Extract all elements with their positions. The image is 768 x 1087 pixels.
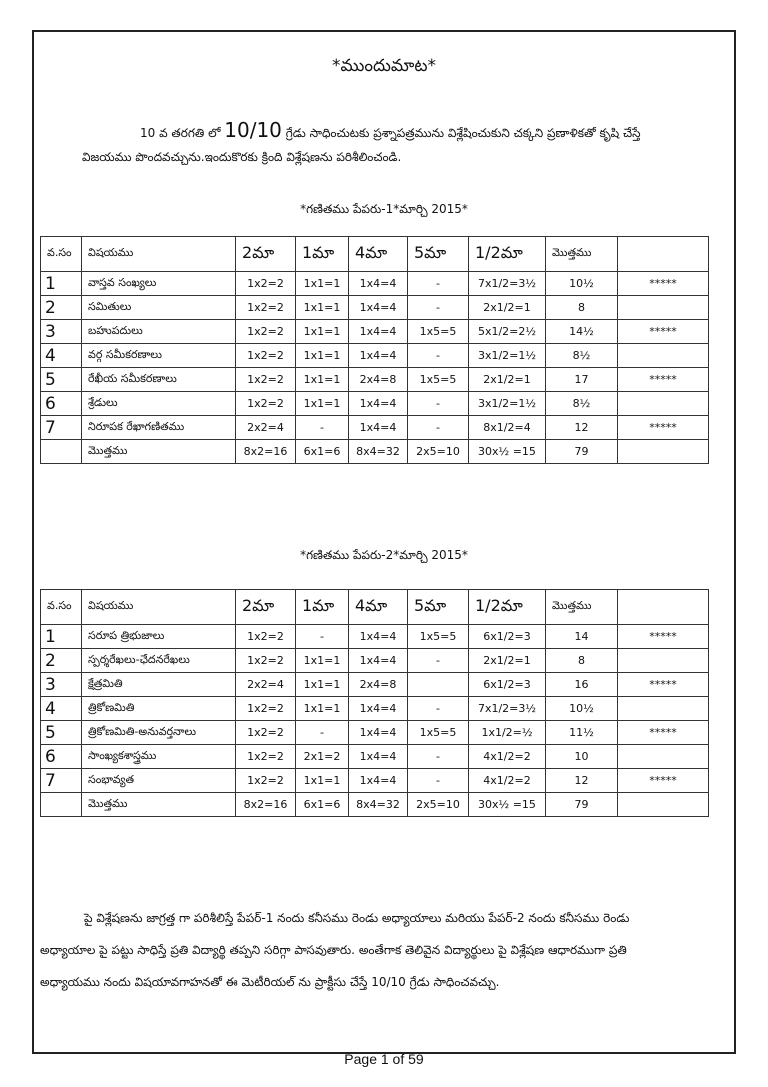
table-cell: 1x4=4 — [349, 320, 408, 344]
table-cell: 8x4=32 — [349, 440, 408, 464]
table-cell: సమితులు — [82, 296, 236, 320]
conclusion-line: పై విశ్లేషణను జాగ్రత్త గా పరిశీలిస్తే పేపర్-1 నందు కనీసము రెండు అధ్యాయాలు మరియు పేపర్-2 నందు కనీసము రెండు — [84, 911, 630, 925]
table-total-row — [41, 440, 709, 464]
table-cell: 1x1=1 — [296, 368, 349, 392]
table-cell: 6 — [41, 745, 82, 769]
table-row — [41, 392, 709, 416]
table-cell: 5 — [41, 721, 82, 745]
table-cell: విషయము — [82, 590, 236, 625]
table-cell: 1x2=2 — [236, 320, 296, 344]
table-cell: - — [296, 625, 349, 649]
table-row — [41, 368, 709, 392]
table-total-row — [41, 793, 709, 817]
table-cell: - — [408, 392, 469, 416]
table-cell: 8 — [546, 296, 618, 320]
table-cell: - — [408, 769, 469, 793]
table-cell: 10½ — [546, 697, 618, 721]
table-cell: 10½ — [546, 272, 618, 296]
table-row — [41, 416, 709, 440]
table-cell: 6x1=6 — [296, 440, 349, 464]
table-cell: 2x5=10 — [408, 440, 469, 464]
table-cell: 2x1=2 — [296, 745, 349, 769]
table-cell: 3 — [41, 320, 82, 344]
table-row — [41, 721, 709, 745]
table-cell: 6x1/2=3 — [469, 673, 546, 697]
paper1-subtitle: *గణితము పేపరు-1*మార్చి 2015* — [300, 202, 468, 216]
table-cell: 1x4=4 — [349, 769, 408, 793]
table-cell: 1x4=4 — [349, 272, 408, 296]
table-cell: ***** — [618, 320, 709, 344]
table-cell: వాస్తవ సంఖ్యలు — [82, 272, 236, 296]
table-cell: 11½ — [546, 721, 618, 745]
table-cell: సాంఖ్యకశాస్త్రము — [82, 745, 236, 769]
intro-line-1 — [140, 118, 641, 143]
page-border — [32, 30, 736, 1054]
table-cell: 1x2=2 — [236, 296, 296, 320]
table-cell: బహుపదులు — [82, 320, 236, 344]
table-cell: 5x1/2=2½ — [469, 320, 546, 344]
table-cell: 1x2=2 — [236, 625, 296, 649]
table-cell: 79 — [546, 440, 618, 464]
table-cell: 1x4=4 — [349, 625, 408, 649]
table-cell: 2x2=4 — [236, 416, 296, 440]
table-cell: ***** — [618, 721, 709, 745]
table-cell: స్పర్శరేఖలు-ఛేదనరేఖలు — [82, 649, 236, 673]
table-cell: 30x½ =15 — [469, 440, 546, 464]
table-cell: 1మా — [296, 590, 349, 625]
table-cell — [618, 296, 709, 320]
table-cell: 1x4=4 — [349, 296, 408, 320]
table-cell: ***** — [618, 416, 709, 440]
table-cell: 5మా — [408, 237, 469, 272]
table-row — [41, 296, 709, 320]
table-cell: 1x4=4 — [349, 392, 408, 416]
table-cell: 1x1=1 — [296, 649, 349, 673]
table-cell: మొత్తము — [546, 237, 618, 272]
table-cell: 4 — [41, 697, 82, 721]
table-cell: 1x2=2 — [236, 344, 296, 368]
table-cell — [618, 344, 709, 368]
table-cell: మొత్తము — [82, 440, 236, 464]
table-cell: 2x2=4 — [236, 673, 296, 697]
table-header-row — [41, 237, 709, 272]
table-cell: 79 — [546, 793, 618, 817]
table-cell: 1x4=4 — [349, 416, 408, 440]
table-cell: - — [296, 721, 349, 745]
table-cell: 4x1/2=2 — [469, 745, 546, 769]
table-cell: 1x1/2=½ — [469, 721, 546, 745]
table-cell: 7 — [41, 769, 82, 793]
table-cell: 2x4=8 — [349, 673, 408, 697]
table-cell: 1x2=2 — [236, 745, 296, 769]
table-cell: 4మా — [349, 590, 408, 625]
table-cell: 1x2=2 — [236, 368, 296, 392]
table-row — [41, 320, 709, 344]
table-cell: 5మా — [408, 590, 469, 625]
table-cell: ***** — [618, 769, 709, 793]
table-cell: 10 — [546, 745, 618, 769]
table-cell: 6x1/2=3 — [469, 625, 546, 649]
table-cell: 16 — [546, 673, 618, 697]
table-cell — [618, 590, 709, 625]
table-cell: - — [408, 745, 469, 769]
table-cell — [618, 237, 709, 272]
table-cell: సంభావ్యత — [82, 769, 236, 793]
table-cell: రేఖీయ సమీకరణాలు — [82, 368, 236, 392]
table-cell: 1 — [41, 625, 82, 649]
table-cell: ***** — [618, 673, 709, 697]
table-cell: 2x1/2=1 — [469, 296, 546, 320]
intro-grade: 10/10 — [224, 118, 282, 142]
table-cell: - — [408, 697, 469, 721]
table-cell — [618, 440, 709, 464]
table-cell: 8x1/2=4 — [469, 416, 546, 440]
page-number: Page 1 of 59 — [344, 1051, 424, 1067]
table-row — [41, 272, 709, 296]
table-cell: త్రికోణమితి — [82, 697, 236, 721]
table-cell: త్రికోణమితి-అనువర్తనాలు — [82, 721, 236, 745]
table-cell: - — [296, 416, 349, 440]
table-cell: విషయము — [82, 237, 236, 272]
table-cell: 4 — [41, 344, 82, 368]
table-cell: 7x1/2=3½ — [469, 272, 546, 296]
table-cell: 1x2=2 — [236, 769, 296, 793]
table-cell: - — [408, 296, 469, 320]
table-cell: 1x1=1 — [296, 320, 349, 344]
table-cell: 1x2=2 — [236, 272, 296, 296]
table-cell: 1x4=4 — [349, 697, 408, 721]
table-cell: 1x1=1 — [296, 272, 349, 296]
table-cell: - — [408, 272, 469, 296]
table-cell: 2x1/2=1 — [469, 649, 546, 673]
table-cell: 1x5=5 — [408, 625, 469, 649]
conclusion-line: అధ్యాయాల పై పట్టు సాధిస్తే ప్రతి విద్యార్థి తప్పని సరిగ్గా పాసవుతారు. అంతేగాక తెలివైన విద్యార్థులు పై విశ్లేషణ ఆధారముగా ప్రతి — [40, 943, 627, 957]
table-cell: 12 — [546, 416, 618, 440]
table-row — [41, 344, 709, 368]
table-cell: 2 — [41, 649, 82, 673]
table-cell: 1x1=1 — [296, 296, 349, 320]
table-cell — [618, 649, 709, 673]
table-cell: 1x1=1 — [296, 697, 349, 721]
table-cell: 1x4=4 — [349, 344, 408, 368]
table-row — [41, 673, 709, 697]
table-cell: 1x5=5 — [408, 721, 469, 745]
table-cell: 2x1/2=1 — [469, 368, 546, 392]
table-cell: 2x4=8 — [349, 368, 408, 392]
table-cell — [618, 392, 709, 416]
table-cell: - — [408, 344, 469, 368]
table-cell: 2x5=10 — [408, 793, 469, 817]
intro-post: గ్రేడు సాధించుటకు ప్రశ్నాపత్రమును విశ్లేషించుకుని చక్కని ప్రణాళికతో కృషి చేస్తే — [285, 126, 641, 140]
table-cell: 7x1/2=3½ — [469, 697, 546, 721]
table-cell: - — [408, 649, 469, 673]
table-cell: 3x1/2=1½ — [469, 392, 546, 416]
table-cell — [618, 745, 709, 769]
table-cell: 14 — [546, 625, 618, 649]
table-cell: ***** — [618, 625, 709, 649]
table-cell: 8x4=32 — [349, 793, 408, 817]
table-cell: 8 — [546, 649, 618, 673]
table-cell: 1/2మా — [469, 237, 546, 272]
table-cell: 12 — [546, 769, 618, 793]
table-cell: ***** — [618, 272, 709, 296]
table-cell: 2మా — [236, 590, 296, 625]
table-cell: 1x1=1 — [296, 344, 349, 368]
table-row — [41, 769, 709, 793]
table-cell: 1x2=2 — [236, 721, 296, 745]
table-cell: 30x½ =15 — [469, 793, 546, 817]
table-cell: 8½ — [546, 344, 618, 368]
table-cell: 4x1/2=2 — [469, 769, 546, 793]
table-cell: 1/2మా — [469, 590, 546, 625]
conclusion-line: అధ్యాయము నందు విషయావగాహనతో ఈ మెటీరియల్ ను ప్రాక్టీసు చేస్తే 10/10 గ్రేడు సాధించవచ్చు. — [40, 975, 500, 989]
table-cell: 8x2=16 — [236, 440, 296, 464]
intro-line-2: విజయము పొందవచ్చును.ఇందుకొరకు క్రింది విశ్లేషణను పరిశీలించండి. — [82, 150, 402, 164]
table-cell: వ.సం — [41, 237, 82, 272]
table-cell: సరూప త్రిభుజాలు — [82, 625, 236, 649]
table-row — [41, 625, 709, 649]
table-cell — [618, 697, 709, 721]
table-cell: 2 — [41, 296, 82, 320]
paper1-table — [40, 236, 709, 464]
table-cell: క్షేత్రమితి — [82, 673, 236, 697]
table-row — [41, 649, 709, 673]
table-cell: 1x4=4 — [349, 649, 408, 673]
table-cell — [618, 793, 709, 817]
table-cell: 8½ — [546, 392, 618, 416]
table-cell: 1x1=1 — [296, 769, 349, 793]
table-cell: వర్గ సమీకరణాలు — [82, 344, 236, 368]
table-cell — [41, 440, 82, 464]
table-cell: 17 — [546, 368, 618, 392]
table-cell: 8x2=16 — [236, 793, 296, 817]
table-cell: 6 — [41, 392, 82, 416]
table-cell — [408, 673, 469, 697]
table-cell: 3 — [41, 673, 82, 697]
table-cell: 1x4=4 — [349, 745, 408, 769]
table-cell: - — [408, 416, 469, 440]
table-cell: 14½ — [546, 320, 618, 344]
table-cell: 1x4=4 — [349, 721, 408, 745]
table-cell: 4మా — [349, 237, 408, 272]
table-cell: ***** — [618, 368, 709, 392]
table-cell: వ.సం — [41, 590, 82, 625]
page-title: *ముందుమాట* — [332, 56, 436, 76]
table-cell: నిరూపక రేఖాగణితము — [82, 416, 236, 440]
paper2-subtitle: *గణితము పేపరు-2*మార్చి 2015* — [300, 548, 468, 562]
table-cell: 1x5=5 — [408, 320, 469, 344]
conclusion-paragraph — [40, 902, 728, 998]
table-cell: 5 — [41, 368, 82, 392]
table-cell: 2మా — [236, 237, 296, 272]
table-cell: 1 — [41, 272, 82, 296]
table-cell: 1x1=1 — [296, 392, 349, 416]
table-cell: మొత్తము — [546, 590, 618, 625]
paper2-table — [40, 589, 709, 817]
table-cell — [41, 793, 82, 817]
table-cell: మొత్తము — [82, 793, 236, 817]
intro-pre: 10 వ తరగతి లో — [140, 126, 221, 140]
table-cell: 1x2=2 — [236, 697, 296, 721]
table-cell: 1x5=5 — [408, 368, 469, 392]
table-cell: 1x2=2 — [236, 649, 296, 673]
table-row — [41, 697, 709, 721]
table-cell: 1మా — [296, 237, 349, 272]
table-cell: శ్రేడులు — [82, 392, 236, 416]
table-cell: 7 — [41, 416, 82, 440]
table-cell: 6x1=6 — [296, 793, 349, 817]
table-cell: 1x1=1 — [296, 673, 349, 697]
table-header-row — [41, 590, 709, 625]
table-cell: 3x1/2=1½ — [469, 344, 546, 368]
table-row — [41, 745, 709, 769]
table-cell: 1x2=2 — [236, 392, 296, 416]
